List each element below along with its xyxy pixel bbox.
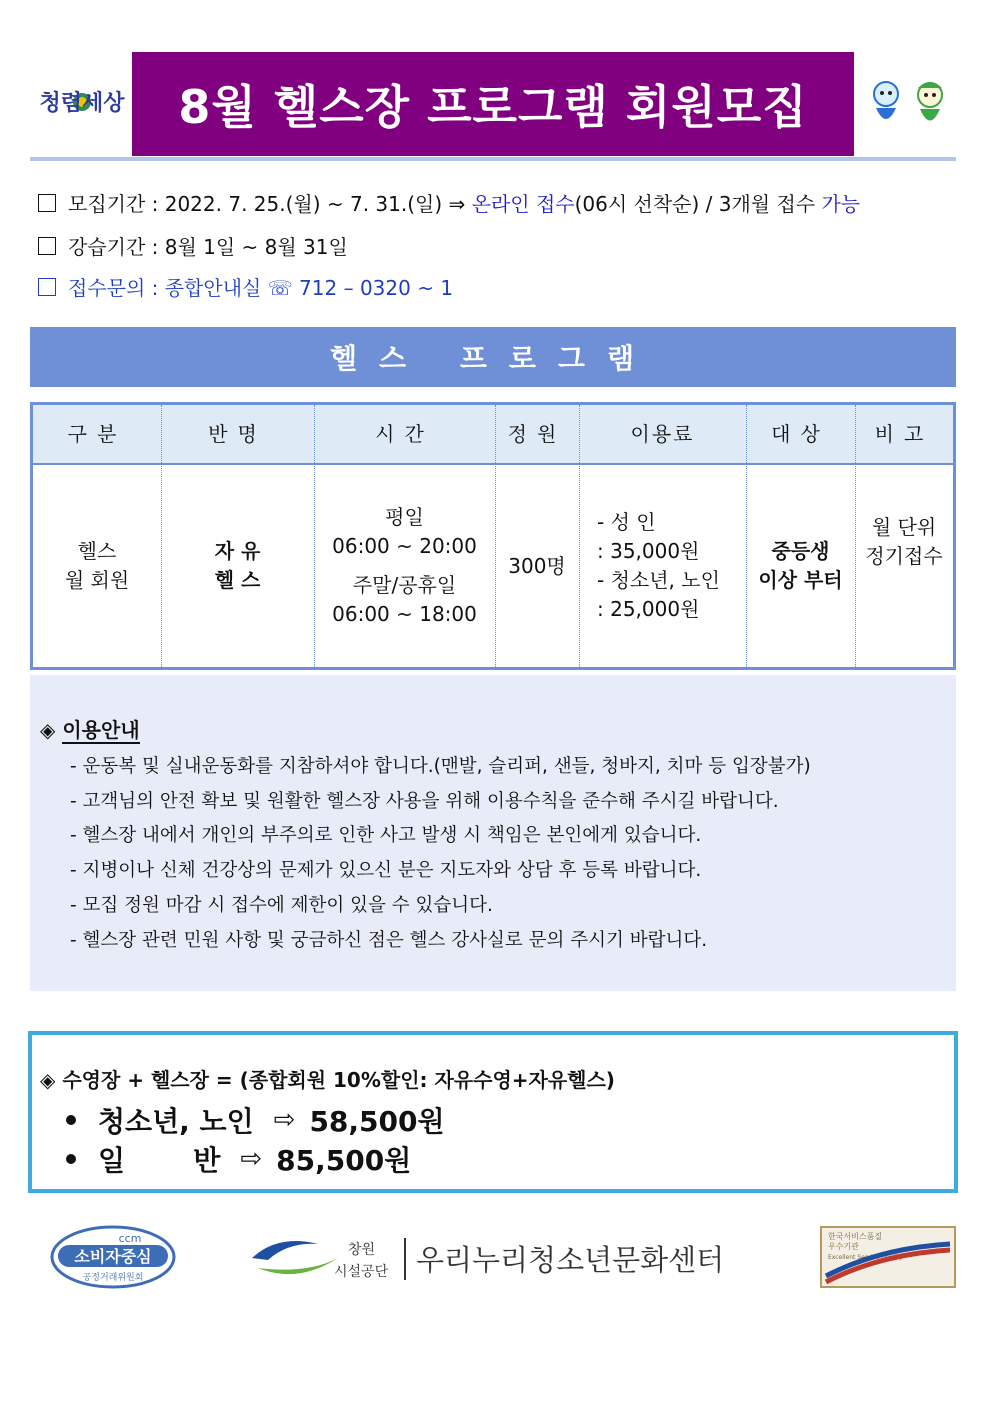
guide-item: - 운동복 및 실내운동화를 지참하셔야 합니다.(맨발, 슬리퍼, 샌들, 청바지, 치마 등 입장불가) [70,756,811,777]
diamond-icon: ◈ [40,718,56,742]
svg-text:시설공단: 시설공단 [334,1264,389,1280]
svg-text:소비자중심: 소비자중심 [74,1247,152,1266]
integrity-logo [36,78,128,128]
checkbox-icon [38,194,56,212]
program-table [30,402,956,670]
cell-target: 중등생 이상 부터 [758,539,843,592]
contact-info: 접수문의 : 종합안내실 ☏ 712 – 0320 ~ 1 [38,272,453,301]
section-title: 헬스 프로그램 [329,342,657,375]
cell-time: 평일 06:00 ~ 20:00 주말/공휴일 06:00 ~ 18:00 [332,505,477,626]
combo-title: ◈ 수영장 + 헬스장 = (종합회원 10%할인: 자유수영+자유헬스) [40,1068,615,1092]
header-divider [30,157,956,161]
svg-text:ccm: ccm [118,1232,142,1245]
svg-text:우수기관: 우수기관 [828,1242,859,1251]
guide-title: ◈ 이용안내 [40,718,140,742]
center-logo [248,1232,734,1286]
checkbox-icon [38,237,56,255]
cell-capacity: 300명 [508,553,566,578]
lesson-period: 강습기간 : 8월 1일 ~ 8월 31일 [38,231,348,260]
ksqi-badge [820,1226,956,1288]
column-header: 대상 [771,421,830,446]
page-title: 8월 헬스장 프로그램 회원모집 [178,80,808,134]
recruit-period: 모집기간 : 2022. 7. 25.(월) ~ 7. 31.(일) ⇒ 온라인 접수(06시 선착순) / 3개월 접수 가능 [38,188,860,217]
arrow-icon: ⇨ [273,1105,296,1135]
column-header: 이용료 [630,421,695,446]
cell-note: 월 단위 정기접수 [865,515,943,568]
bullet-icon [66,1154,76,1164]
combo-price-row: 청소년, 노인 ⇨ 58,500원 [66,1100,445,1140]
column-header: 시간 [375,421,434,446]
svg-text:공정거래위원회: 공정거래위원회 [82,1273,144,1283]
svg-text:우리누리청소년문화센터: 우리누리청소년문화센터 [416,1243,725,1277]
svg-text:Excellent Service Quality: Excellent Service Quality [828,1254,903,1261]
ccm-logo [50,1225,176,1289]
mascot-icon [862,78,954,132]
cell-fee: - 성 인 : 35,000원 - 청소년, 노인 : 25,000원 [597,510,720,621]
column-header: 비고 [874,421,934,446]
column-header: 정원 [507,421,567,446]
cell-category: 헬스 월 회원 [64,539,130,592]
column-header: 구분 [67,421,127,446]
column-header: 반명 [208,421,267,446]
cell-class: 자 유 헬 스 [214,539,261,592]
guide-item: - 헬스장 관련 민원 사항 및 궁금하신 점은 헬스 강사실로 문의 주시기 바랍니다. [70,930,708,951]
bullet-icon [66,1115,76,1125]
svg-text:한국서비스품질: 한국서비스품질 [828,1232,883,1241]
possible-label: 가능 [821,192,861,216]
arrow-icon: ⇨ [240,1144,263,1174]
guide-item: - 고객님의 안전 확보 및 원활한 헬스장 사용을 위해 이용수칙을 준수해 주시길 바랍니다. [70,791,779,812]
svg-text:창원: 창원 [348,1242,376,1258]
guide-item: - 헬스장 내에서 개인의 부주의로 인한 사고 발생 시 책임은 본인에게 있습니다. [70,825,702,846]
guide-item: - 모집 정원 마감 시 접수에 제한이 있을 수 있습니다. [70,895,493,916]
title-banner [132,52,854,156]
section-band [30,327,956,387]
online-application: 온라인 접수 [471,192,575,216]
checkbox-icon [38,278,56,296]
combo-price-row: 일 반 ⇨ 85,500원 [66,1139,411,1179]
guide-item: - 지병이나 신체 건강상의 문제가 있으신 분은 지도자와 상담 후 등록 바랍니다. [70,860,702,881]
integrity-logo-text: 청렴세상 [39,91,125,116]
